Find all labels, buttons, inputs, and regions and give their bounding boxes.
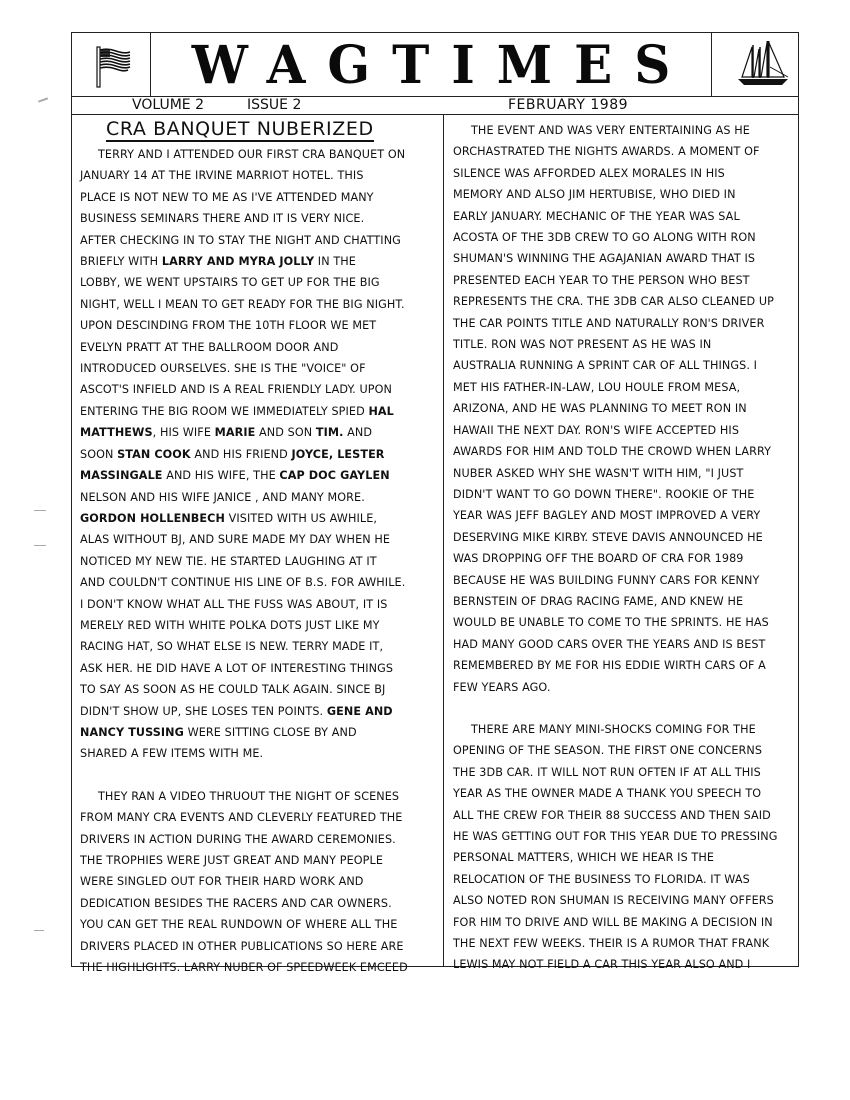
text-line: [80, 165, 438, 186]
text-line: ORCHASTRATED THE NIGHTS AWARDS. A MOMENT OF: [453, 145, 760, 159]
text-line: [80, 251, 438, 272]
text-line: [80, 444, 438, 465]
text-run: ALAS WITHOUT BJ, AND SURE MADE MY DAY WHEN HE: [80, 533, 391, 547]
text-line: YEAR AS THE OWNER MADE A THANK YOU SPEECH TO: [453, 787, 762, 801]
column-divider: [443, 115, 444, 966]
issue-label: ISSUE 2: [247, 97, 302, 113]
text-line: TITLE. RON WAS NOT PRESENT AS HE WAS IN: [453, 338, 712, 352]
text-line: FEW YEARS AGO.: [453, 680, 551, 694]
text-line: ALSO NOTED RON SHUMAN IS RECEIVING MANY OFFERS: [453, 894, 774, 908]
text-run: PLACE IS NOT NEW TO ME AS I'VE ATTENDED MANY: [80, 190, 374, 204]
text-run: ASCOT'S INFIELD AND IS A REAL FRIENDLY LADY. UPON: [80, 383, 392, 397]
scan-mark: [34, 510, 46, 511]
text-line: HE WAS GETTING OUT FOR THIS YEAR DUE TO PRESSING: [453, 830, 778, 843]
text-line: THE 3DB CAR. IT WILL NOT RUN OFTEN IF AT ALL THIS: [453, 765, 761, 779]
text-line: OPENING OF THE SEASON. THE FIRST ONE CONCERNS: [453, 744, 763, 758]
text-line: MET HIS FATHER-IN-LAW, LOU HOULE FROM MESA,: [453, 380, 741, 394]
text-run: I DON'T KNOW WHAT ALL THE FUSS WAS ABOUT, IT IS: [80, 597, 388, 611]
text-line: [80, 294, 438, 315]
text-line: [80, 208, 438, 229]
text-run: DRIVERS IN ACTION DURING THE AWARD CEREMONIES.: [80, 832, 396, 846]
text-line: [80, 487, 438, 508]
text-line: REMEMBERED BY ME FOR HIS EDDIE WIRTH CARS OF A: [453, 659, 766, 673]
left-paragraph-2: [80, 786, 438, 979]
right-paragraph-1: [453, 120, 793, 698]
bold-name: MASSINGALE: [80, 469, 163, 483]
bold-name: GORDON HOLLENBECH: [80, 511, 225, 525]
article-headline: CRA BANQUET NUBERIZED: [106, 118, 374, 140]
bold-name: GENE AND: [326, 704, 393, 718]
text-line: BERNSTEIN OF DRAG RACING FAME, AND KNEW HE: [453, 594, 744, 608]
scan-mark: [34, 545, 46, 546]
text-line: REPRESENTS THE CRA. THE 3DB CAR ALSO CLEANED UP: [453, 295, 775, 309]
text-line: [80, 807, 438, 828]
text-line: FOR HIM TO DRIVE AND WILL BE MAKING A DECISION IN: [453, 915, 773, 929]
text-run: UPON DESCINDING FROM THE 10TH FLOOR WE MET: [80, 319, 377, 333]
text-line: THERE ARE MANY MINI-SHOCKS COMING FOR THE: [471, 722, 756, 736]
text-line: YEAR WAS JEFF BAGLEY AND MOST IMPROVED A VERY: [453, 509, 761, 523]
text-run: AFTER CHECKING IN TO STAY THE NIGHT AND CHATTING: [80, 233, 401, 247]
text-line: [80, 337, 438, 358]
left-paragraph-1: [80, 144, 438, 765]
newsletter-title: WAGTIMES: [191, 33, 693, 95]
text-line: PRESENTED EACH YEAR TO THE PERSON WHO BEST: [453, 273, 750, 287]
text-line: [80, 529, 438, 550]
text-line: [80, 401, 438, 422]
text-run: IN THE: [314, 255, 356, 269]
text-line: MEMORY AND ALSO JIM HERTUBISE, WHO DIED IN: [453, 188, 736, 202]
paragraph-gap: [80, 765, 438, 786]
text-line: [80, 829, 438, 850]
text-run: TERRY AND I ATTENDED OUR FIRST CRA BANQUET ON: [98, 148, 406, 161]
text-line: [80, 187, 438, 208]
text-run: FROM MANY CRA EVENTS AND CLEVERLY FEATURED THE: [80, 811, 403, 825]
text-run: VISITED WITH US AWHILE,: [224, 511, 378, 525]
text-line: [80, 722, 438, 743]
text-run: THE TROPHIES WERE JUST GREAT AND MANY PEOPLE: [80, 854, 383, 867]
text-line: [80, 871, 438, 892]
text-line: [80, 358, 438, 379]
scan-mark: [38, 97, 48, 102]
bold-name: JOYCE, LESTER: [291, 447, 385, 461]
text-line: [80, 786, 438, 807]
masthead-title-cell: [151, 33, 711, 96]
text-line: PERSONAL MATTERS, WHICH WE HEAR IS THE: [453, 851, 715, 865]
volume-label: VOLUME 2: [132, 97, 204, 113]
text-line: [80, 893, 438, 914]
text-line: [80, 658, 438, 679]
text-line: WOULD BE UNABLE TO COME TO THE SPRINTS. HE HAS: [453, 616, 769, 630]
right-paragraph-2: [453, 719, 793, 976]
text-run: RACING HAT, SO WHAT ELSE IS NEW. TERRY MADE IT,: [80, 640, 384, 654]
text-run: AND: [343, 426, 373, 440]
text-line: RELOCATION OF THE BUSINESS TO FLORIDA. IT WAS: [453, 872, 750, 886]
schooner-ship-icon: [712, 33, 799, 95]
text-run: AND HIS FRIEND: [190, 447, 292, 461]
text-line: [80, 594, 438, 615]
text-line: AWARDS FOR HIM AND TOLD THE CROWD WHEN LARRY: [453, 445, 772, 459]
text-run: DRIVERS PLACED IN OTHER PUBLICATIONS SO HERE ARE: [80, 939, 404, 953]
text-line: SILENCE WAS AFFORDED ALEX MORALES IN HIS: [453, 166, 725, 180]
american-flag-icon: [72, 33, 151, 95]
text-line: BECAUSE HE WAS BUILDING FUNNY CARS FOR KENNY: [453, 573, 760, 587]
text-run: YOU CAN GET THE REAL RUNDOWN OF WHERE ALL THE: [80, 918, 398, 932]
bold-name: MATTHEWS: [80, 426, 153, 440]
paragraph-gap: [453, 698, 793, 719]
text-run: WERE SITTING CLOSE BY AND: [183, 725, 357, 739]
text-run: ASK HER. HE DID HAVE A LOT OF INTERESTING THINGS: [80, 661, 394, 675]
bold-name: MARIE: [214, 426, 256, 440]
text-run: BRIEFLY WITH: [80, 255, 162, 269]
text-run: TO SAY AS SOON AS HE COULD TALK AGAIN. SINCE BJ: [80, 683, 386, 697]
text-line: ACOSTA OF THE 3DB CREW TO GO ALONG WITH RON: [453, 231, 756, 245]
issue-bar: [72, 97, 798, 115]
text-run: MERELY RED WITH WHITE POLKA DOTS JUST LIKE MY: [80, 618, 380, 632]
text-run: LOBBY, WE WENT UPSTAIRS TO GET UP FOR THE BIG: [80, 276, 380, 290]
masthead: [72, 33, 798, 97]
text-line: ARIZONA, AND HE WAS PLANNING TO MEET RON IN: [453, 402, 747, 416]
text-run: EVELYN PRATT AT THE BALLROOM DOOR AND: [80, 340, 339, 354]
text-line: [80, 379, 438, 400]
bold-name: CAP DOC GAYLEN: [279, 469, 390, 483]
text-run: THEY RAN A VIDEO THRUOUT THE NIGHT OF SCENES: [98, 789, 400, 803]
text-line: [80, 850, 438, 871]
text-line: [80, 936, 438, 957]
text-run: AND SON: [255, 426, 316, 440]
newsletter-frame: [71, 32, 799, 975]
left-column: [80, 115, 438, 978]
text-line: HAWAII THE NEXT DAY. RON'S WIFE ACCEPTED HIS: [453, 423, 740, 437]
bold-name: NANCY TUSSING: [80, 725, 184, 739]
text-run: INTRODUCED OURSELVES. SHE IS THE "VOICE" OF: [80, 362, 366, 376]
text-line: [80, 636, 438, 657]
text-line: [80, 701, 438, 722]
text-run: AND HIS WIFE, THE: [162, 469, 280, 483]
text-line: HAD MANY GOOD CARS OVER THE YEARS AND IS BEST: [453, 637, 766, 651]
text-run: ENTERING THE BIG ROOM WE IMMEDIATELY SPIED: [80, 404, 369, 418]
text-line: NUBER ASKED WHY SHE WASN'T WITH HIM, "I JUST: [453, 466, 744, 480]
bold-name: TIM.: [315, 426, 344, 440]
text-line: THE CAR POINTS TITLE AND NATURALLY RON'S DRIVER: [453, 316, 765, 330]
issue-date: FEBRUARY 1989: [508, 97, 629, 113]
text-line: EARLY JANUARY. MECHANIC OF THE YEAR WAS SAL: [453, 209, 740, 223]
text-line: AUSTRALIA RUNNING A SPRINT CAR OF ALL THINGS. I: [453, 359, 758, 373]
text-line: [80, 144, 438, 165]
text-run: JANUARY 14 AT THE IRVINE MARRIOT HOTEL. THIS: [80, 169, 364, 183]
text-line: [80, 679, 438, 700]
text-run: THE HIGHLIGHTS. LARRY NUBER OF SPEEDWEEK EMCEED: [80, 961, 408, 975]
text-line: [80, 465, 438, 486]
text-run: NOTICED MY NEW TIE. HE STARTED LAUGHING AT IT: [80, 554, 377, 568]
right-column: [453, 120, 793, 976]
masthead-left-cell: [72, 33, 151, 96]
text-line: [80, 508, 438, 529]
text-run: DEDICATION BESIDES THE RACERS AND CAR OWNERS.: [80, 896, 392, 910]
bold-name: LARRY AND MYRA JOLLY: [161, 255, 315, 269]
text-line: [80, 572, 438, 593]
text-line: DIDN'T WANT TO GO DOWN THERE". ROOKIE OF THE: [453, 487, 755, 501]
text-line: [80, 272, 438, 293]
text-line: WAS DROPPING OFF THE BOARD OF CRA FOR 1989: [453, 552, 744, 566]
text-line: ALL THE CREW FOR THEIR 88 SUCCESS AND THEN SAID: [453, 808, 771, 822]
text-line: [80, 230, 438, 251]
bold-name: HAL: [368, 404, 394, 418]
text-line: LEWIS MAY NOT FIELD A CAR THIS YEAR ALSO AND I: [453, 958, 751, 972]
text-run: WERE SINGLED OUT FOR THEIR HARD WORK AND: [80, 875, 364, 889]
text-run: BUSINESS SEMINARS THERE AND IT IS VERY NICE.: [80, 212, 365, 226]
text-line: THE NEXT FEW WEEKS. THEIR IS A RUMOR THAT FRANK: [453, 937, 770, 951]
text-line: [80, 315, 438, 336]
text-line: [80, 914, 438, 935]
text-line: [80, 615, 438, 636]
text-line: [80, 551, 438, 572]
text-line: [80, 957, 438, 978]
text-line: SHUMAN'S WINNING THE AGAJANIAN AWARD THAT IS: [453, 252, 756, 266]
text-run: NELSON AND HIS WIFE JANICE , AND MANY MORE.: [80, 490, 365, 504]
text-line: [80, 743, 438, 764]
text-run: , HIS WIFE: [152, 426, 215, 440]
text-run: SOON: [80, 447, 118, 461]
scan-mark: [34, 930, 44, 931]
text-line: [80, 422, 438, 443]
text-run: AND COULDN'T CONTINUE HIS LINE OF B.S. FOR AWHILE.: [80, 576, 406, 590]
text-run: NIGHT, WELL I MEAN TO GET READY FOR THE BIG NIGHT.: [80, 297, 405, 311]
bold-name: STAN COOK: [117, 447, 191, 461]
text-run: DIDN'T SHOW UP, SHE LOSES TEN POINTS.: [80, 704, 327, 718]
masthead-right-cell: [711, 33, 798, 96]
text-line: THE EVENT AND WAS VERY ENTERTAINING AS HE: [471, 124, 750, 137]
text-run: SHARED A FEW ITEMS WITH ME.: [80, 747, 264, 761]
text-line: DESERVING MIKE KIRBY. STEVE DAVIS ANNOUNCED HE: [453, 530, 763, 544]
